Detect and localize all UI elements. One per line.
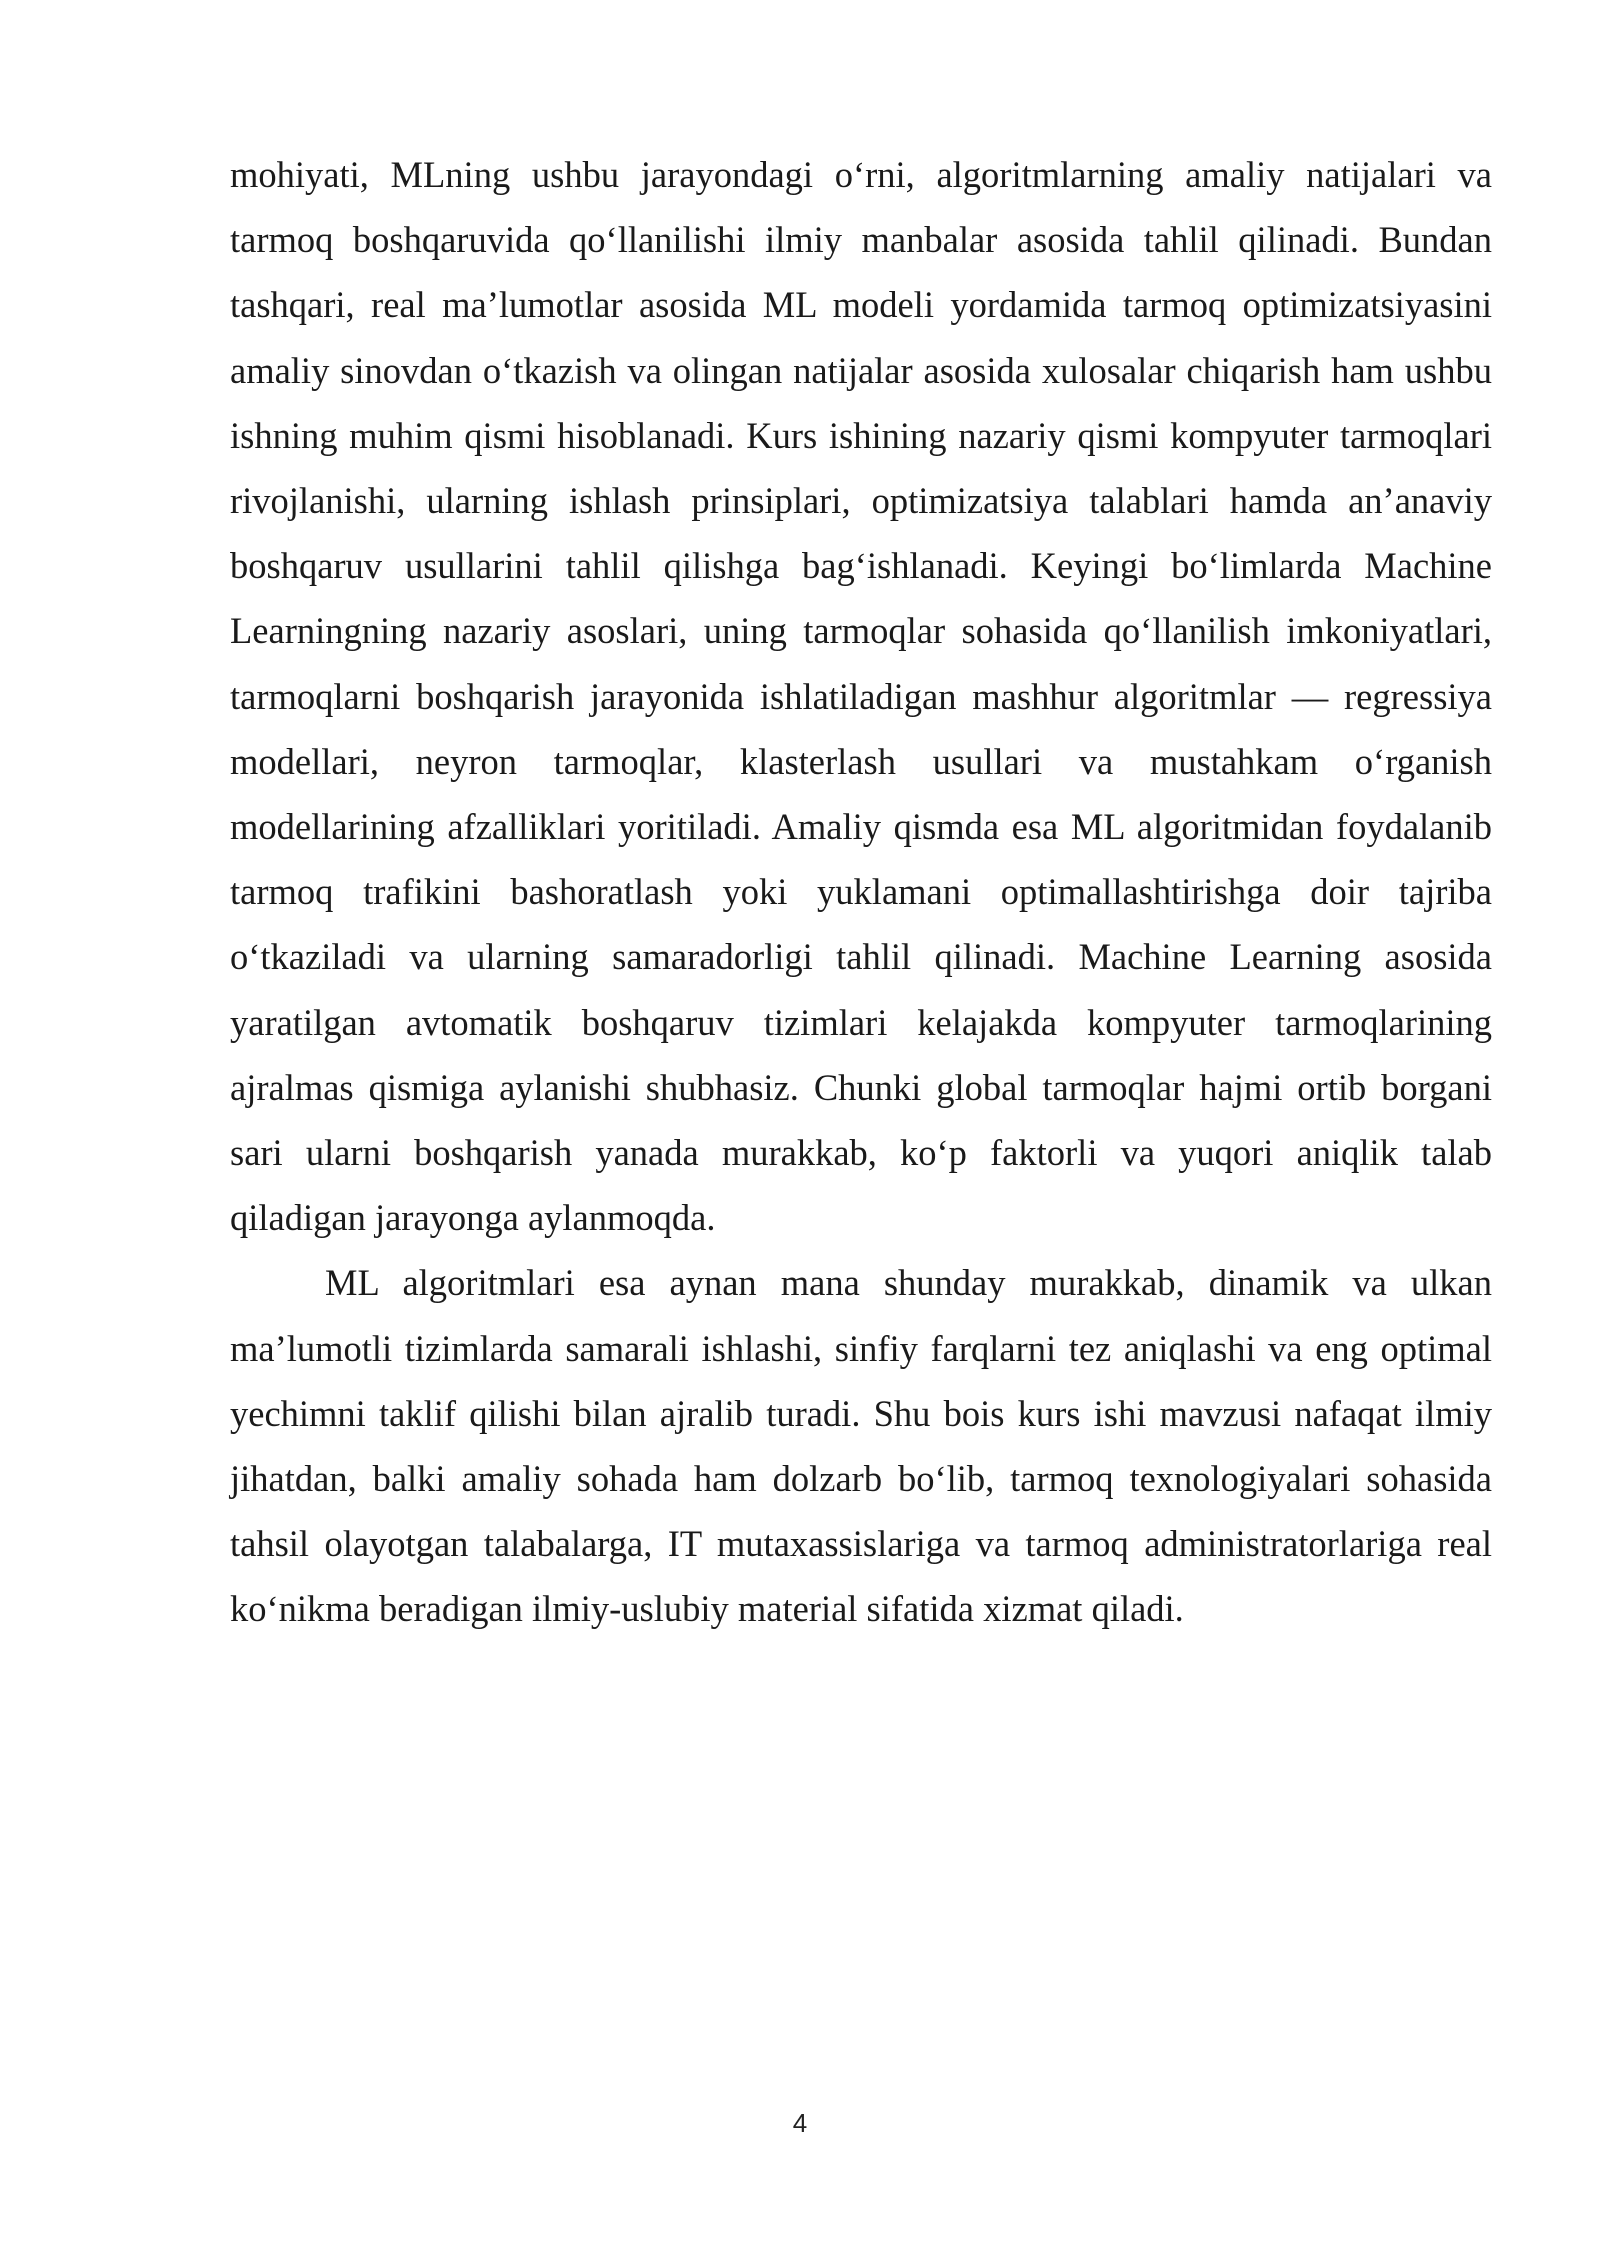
body-text (230, 142, 1492, 1642)
page-number: 4 (792, 2108, 808, 2138)
paragraph-ml-algorithms: ML algoritmlari esa aynan mana shunday murakkab, dinamik va ulkan ma’lumotli tizimlarda samarali ishlashi, sinfiy farqlarni tez aniqlashi va eng optimal yechimni taklif qilishi bilan ajralib turadi. Shu bois kurs ishi mavzusi nafaqat ilmiy jihatdan, balki amaliy sohada ham dolzarb bo‘lib, tarmoq texnologiyalari sohasida tahsil olayotgan talabalarga, IT mutaxassislariga va tarmoq administratorlariga real ko‘nikma beradigan ilmiy-uslubiy material sifatida xizmat qiladi. (230, 1262, 1492, 1630)
paragraph-continued: mohiyati, MLning ushbu jarayondagi o‘rni, algoritmlarning amaliy natijalari va tarmoq boshqaruvida qo‘llanilishi ilmiy manbalar asosida tahlil qilinadi. Bundan tashqari, real ma’lumotlar asosida ML modeli yordamida tarmoq optimizatsiyasini amaliy sinovdan o‘tkazish va olingan natijalar asosida xulosalar chiqarish ham ushbu ishning muhim qismi hisoblanadi. Kurs ishining nazariy qismi kompyuter tarmoqlari rivojlanishi, ularning ishlash prinsiplari, optimizatsiya talablari hamda an’anaviy boshqaruv usullarini tahlil qilishga bag‘ishlanadi. Keyingi bo‘limlarda Machine Learningning nazariy asoslari, uning tarmoqlar sohasida qo‘llanilish imkoniyatlari, tarmoqlarni boshqarish jarayonida ishlatiladigan mashhur algoritmlar — regressiya modellari, neyron tarmoqlar, klasterlash usullari va mustahkam o‘rganish modellarining afzalliklari yoritiladi. Amaliy qismda esa ML algoritmidan foydalanib tarmoq trafikini bashoratlash yoki yuklamani optimallashtirishga doir tajriba o‘tkaziladi va ularning samaradorligi tahlil qilinadi. Machine Learning asosida yaratilgan avtomatik boshqaruv tizimlari kelajakda kompyuter tarmoqlarining ajralmas qismiga aylanishi shubhasiz. Chunki global tarmoqlar hajmi ortib borgani sari ularni boshqarish yanada murakkab, ko‘p faktorli va yuqori aniqlik talab qiladigan jarayonga aylanmoqda. (230, 154, 1492, 1239)
